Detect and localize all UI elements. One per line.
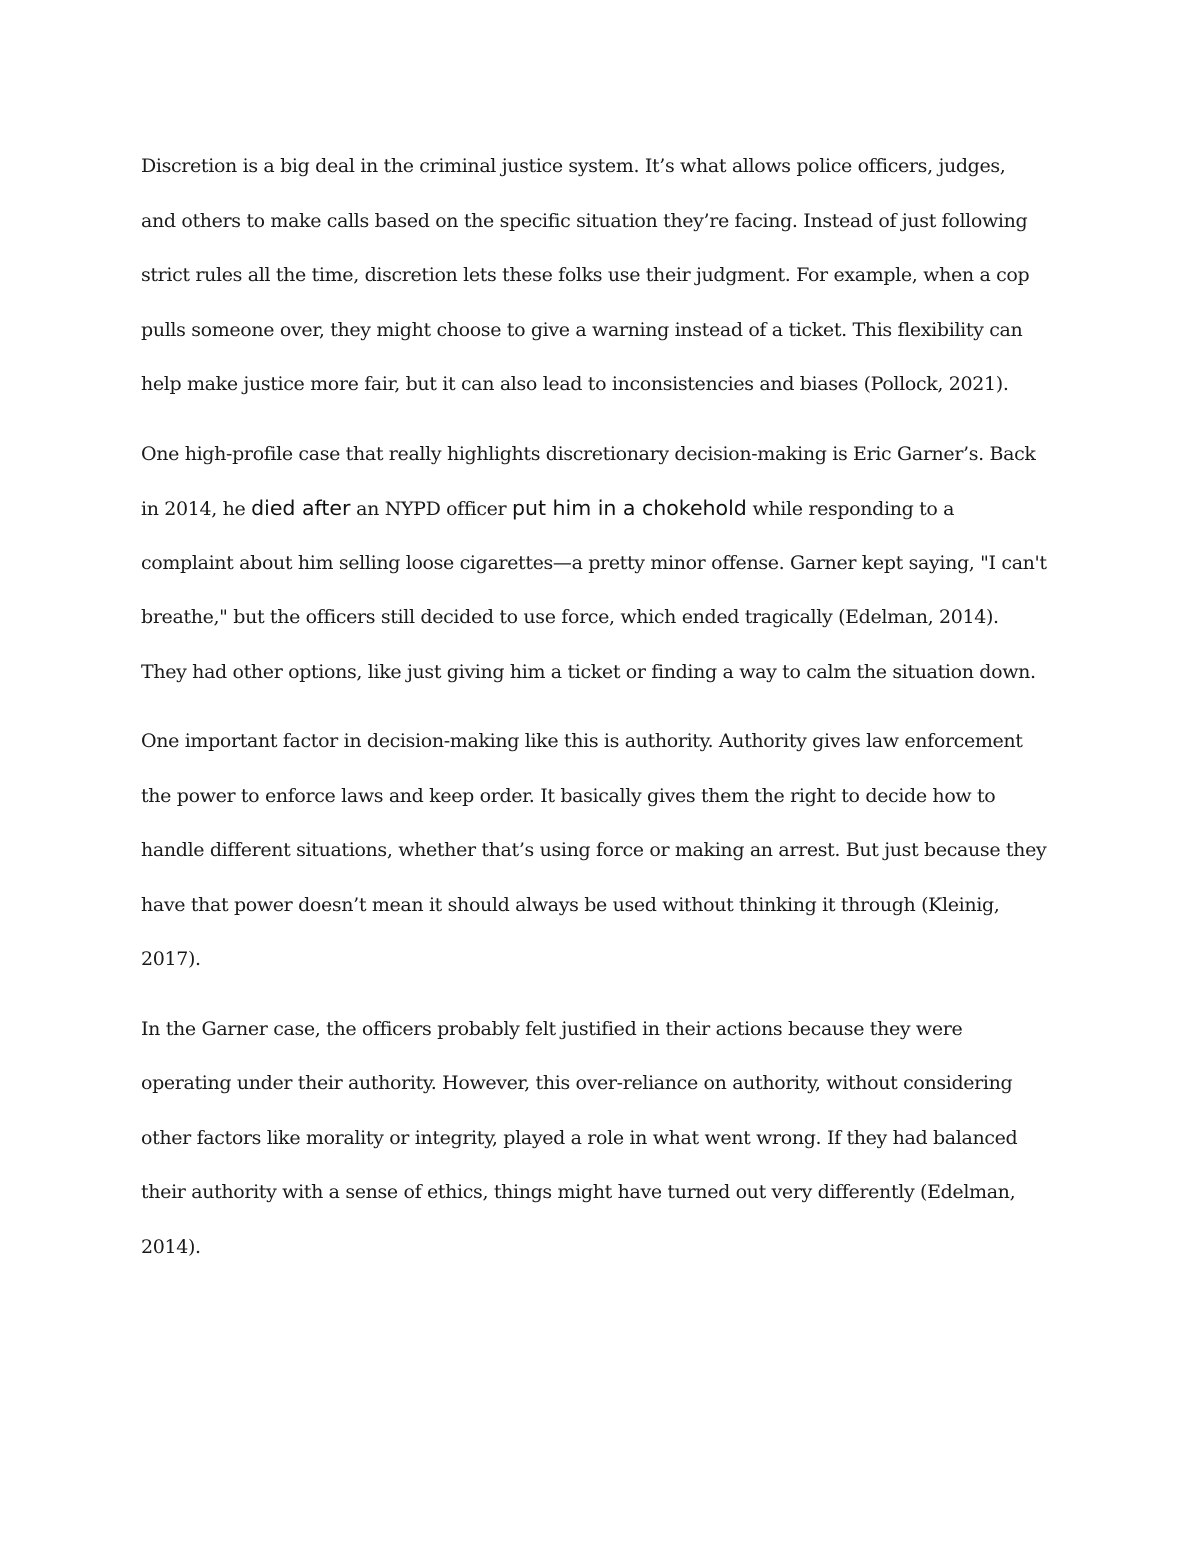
emphasized-text-run: put him in a chokehold bbox=[511, 496, 747, 520]
paragraph-discretion-intro bbox=[141, 139, 1066, 412]
text-line: breathe," but the officers still decided to use force, which ended tragically (Edelman, 2014). bbox=[141, 606, 999, 628]
paragraph-eric-garner-case bbox=[141, 427, 1066, 700]
text-run: while responding to a bbox=[746, 498, 955, 520]
text-line: One important factor in decision-making like this is authority. Authority gives law enforcement bbox=[141, 730, 1023, 752]
text-line-mixed bbox=[141, 481, 1066, 536]
text-line: the power to enforce laws and keep order. It basically gives them the right to decide how to bbox=[141, 784, 996, 807]
document-body bbox=[141, 139, 1066, 1289]
text-line: handle different situations, whether that’s using force or making an arrest. But just because they bbox=[141, 839, 1047, 861]
text-line: other factors like morality or integrity, played a role in what went wrong. If they had balanced bbox=[141, 1126, 1018, 1149]
text-line: and others to make calls based on the specific situation they’re facing. Instead of just following bbox=[141, 209, 1028, 232]
text-run: an NYPD officer bbox=[350, 498, 512, 520]
paragraph-garner-authority bbox=[141, 1002, 1066, 1275]
text-line: 2014). bbox=[141, 1235, 201, 1258]
text-line: complaint about him selling loose cigarettes—a pretty minor offense. Garner kept saying, "I can't bbox=[141, 551, 1047, 574]
text-line: One high-profile case that really highlights discretionary decision-making is Eric Garner’s. Back bbox=[141, 442, 1036, 465]
text-line: pulls someone over, they might choose to give a warning instead of a ticket. This flexibility can bbox=[141, 318, 1023, 341]
paragraph-authority bbox=[141, 714, 1066, 987]
emphasized-text-run: died after bbox=[251, 496, 351, 520]
text-run: in 2014, he bbox=[141, 498, 252, 520]
text-line: They had other options, like just giving him a ticket or finding a way to calm the situation down. bbox=[141, 660, 1036, 683]
text-line: Discretion is a big deal in the criminal justice system. It’s what allows police officers, judges, bbox=[141, 155, 1006, 177]
text-line: operating under their authority. However, this over-reliance on authority, without considering bbox=[141, 1072, 1013, 1094]
text-line: have that power doesn’t mean it should always be used without thinking it through (Kleinig, bbox=[141, 893, 1000, 916]
text-line: their authority with a sense of ethics, things might have turned out very differently (Edelman, bbox=[141, 1181, 1016, 1203]
text-line: In the Garner case, the officers probably felt justified in their actions because they were bbox=[141, 1017, 963, 1040]
text-line: strict rules all the time, discretion lets these folks use their judgment. For example, when a cop bbox=[141, 264, 1030, 286]
text-line: 2017). bbox=[141, 948, 201, 970]
text-line: help make justice more fair, but it can also lead to inconsistencies and biases (Pollock, 2021). bbox=[141, 373, 1009, 395]
